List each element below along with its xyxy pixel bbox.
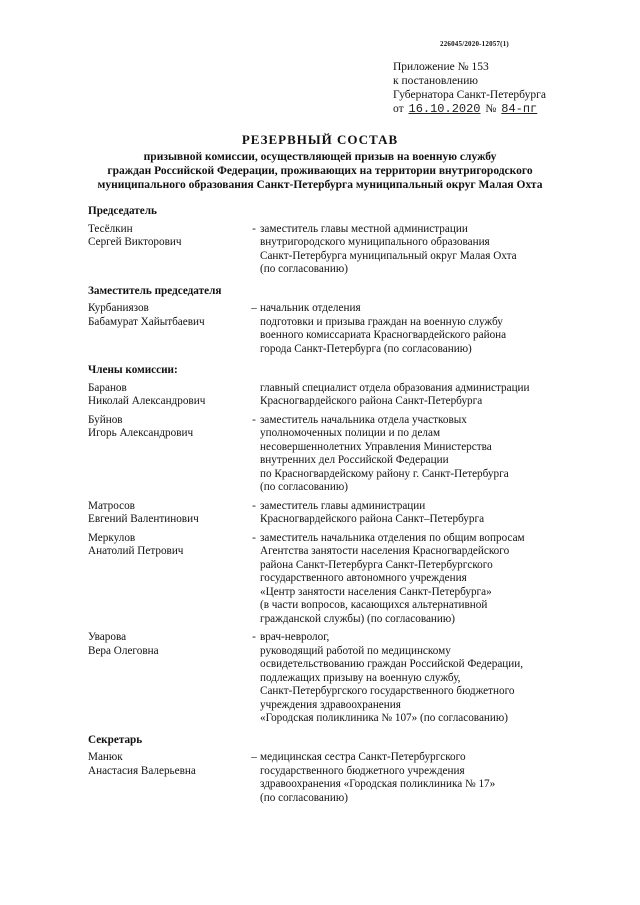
member-name	[88, 751, 248, 805]
member-role-line: гражданской службы) (по согласованию)	[260, 612, 455, 625]
member-name-line: Баранов	[88, 381, 127, 394]
member-role-line: заместитель главы местной администрации	[260, 222, 468, 235]
decree-number: 84-пг	[501, 102, 538, 116]
member-role-line: Агентства занятости населения Красногвардейского	[260, 545, 510, 557]
document-number: 226045/2020-12057(1)	[440, 40, 509, 48]
member-role-line: Красногвардейского района Санкт–Петербурга	[260, 513, 485, 525]
member-role-line: врач-невролог,	[260, 631, 330, 643]
member-name-line: Буйнов	[88, 413, 123, 426]
member-role-line: главный специалист отдела образования администрации	[260, 381, 530, 394]
member-name-line: Сергей Викторович	[88, 236, 182, 248]
member-name	[88, 414, 248, 495]
member-role-line: уполномоченных полиции и по делам	[260, 427, 441, 439]
member-role-line: внутренних дел Российской Федерации	[260, 454, 449, 466]
member-row	[88, 500, 588, 527]
member-name	[88, 532, 248, 627]
member-role-line: по Красногвардейскому району г. Санкт-Петербурга	[260, 467, 509, 480]
appendix-line: к постановлению	[393, 75, 478, 87]
member-role-line: заместитель главы администрации	[260, 499, 426, 512]
member-name-line: Николай Александрович	[88, 395, 206, 407]
member-role-line: (по согласованию)	[260, 481, 348, 493]
member-role-line: подготовки и призыва граждан на военную службу	[260, 315, 503, 328]
member-row	[88, 382, 588, 409]
number-label: №	[485, 103, 497, 115]
member-role	[260, 532, 588, 627]
member-row	[88, 751, 588, 805]
member-name-line: Матросов	[88, 499, 135, 512]
commission-members	[88, 205, 588, 805]
section-heading: Заместитель председателя	[88, 284, 222, 297]
member-dash	[248, 382, 260, 409]
member-role	[260, 751, 588, 805]
member-role-line: подлежащих призыву на военную службу,	[260, 671, 461, 684]
member-role-line: несовершеннолетних Управления Министерства	[260, 440, 492, 453]
member-role-line: Санкт-Петербургского государственного бюджетного	[260, 685, 515, 697]
member-name	[88, 223, 248, 277]
document-title: РЕЗЕРВНЫЙ СОСТАВ	[241, 132, 399, 147]
member-name-line: Курбаниязов	[88, 302, 149, 314]
member-role	[260, 414, 588, 495]
member-role-line: Санкт-Петербурга муниципальный округ Малая Охта	[260, 249, 517, 262]
member-role-line: Красногвардейского района Санкт-Петербурга	[260, 395, 483, 407]
member-role-line: государственного автономного учреждения	[260, 572, 467, 584]
title-block	[40, 132, 600, 192]
section-heading: Члены комиссии:	[88, 364, 178, 376]
member-dash: -	[252, 531, 256, 544]
appendix-block	[393, 60, 546, 116]
member-role	[260, 302, 588, 356]
member-dash: –	[251, 302, 257, 314]
member-row	[88, 414, 588, 495]
member-role-line: начальник отделения	[260, 302, 361, 314]
member-name-line: Тесёлкин	[88, 222, 133, 235]
member-row	[88, 223, 588, 277]
member-role-line: медицинская сестра Санкт-Петербургского	[260, 751, 466, 763]
member-dash: -	[252, 222, 256, 235]
member-name-line: Бабамурат Хайытбаевич	[88, 315, 205, 328]
member-name-line: Анастасия Валерьевна	[88, 764, 196, 777]
member-role-line: «Городская поликлиника № 107» (по согласованию)	[260, 712, 508, 724]
member-role-line: (в части вопросов, касающихся альтернативной	[260, 599, 488, 611]
member-role-line: внутригородского муниципального образования	[260, 236, 490, 248]
section-heading: Секретарь	[88, 733, 143, 746]
section-heading: Председатель	[88, 205, 157, 217]
member-role-line: военного комиссариата Красногвардейского района	[260, 329, 507, 341]
member-name	[88, 631, 248, 726]
member-name-line: Меркулов	[88, 531, 136, 544]
member-name-line: Евгений Валентинович	[88, 513, 199, 525]
member-name	[88, 500, 248, 527]
appendix-line: Губернатора Санкт-Петербурга	[393, 89, 546, 101]
member-name	[88, 382, 248, 409]
member-role-line: района Санкт-Петербурга Санкт-Петербургского	[260, 558, 493, 571]
appendix-date-line	[393, 102, 546, 116]
member-dash: -	[252, 499, 256, 512]
member-role-line: учреждения здравоохранения	[260, 698, 401, 711]
member-name	[88, 302, 248, 356]
member-dash: -	[252, 631, 256, 643]
member-row	[88, 302, 588, 356]
member-role-line: освидетельствованию граждан Российской Федерации,	[260, 658, 524, 670]
member-role-line: руководящий работой по медицинскому	[260, 644, 451, 657]
member-dash: –	[251, 751, 257, 763]
member-role-line: (по согласованию)	[260, 263, 348, 275]
member-role	[260, 500, 588, 527]
member-role-line: заместитель начальника отделения по общим вопросам	[260, 531, 525, 544]
member-role-line: государственного бюджетного учреждения	[260, 764, 465, 777]
member-role-line: «Центр занятости населения Санкт-Петербурга»	[260, 585, 492, 598]
decree-date: 16.10.2020	[408, 102, 481, 116]
member-role	[260, 382, 588, 409]
title-subline: муниципального образования Санкт-Петербурга муниципальный округ Малая Охта	[97, 179, 543, 191]
member-name-line: Манюк	[88, 751, 123, 763]
member-role-line: здравоохранения «Городская поликлиника № 17»	[260, 778, 496, 790]
appendix-line: Приложение № 153	[393, 61, 489, 73]
member-row	[88, 532, 588, 627]
member-role-line: (по согласованию)	[260, 791, 348, 804]
title-subline: граждан Российской Федерации, проживающих на территории внутригородского	[107, 165, 533, 177]
member-row	[88, 631, 588, 726]
member-role-line: заместитель начальника отдела участковых	[260, 413, 467, 426]
member-role-line: города Санкт-Петербурга (по согласованию)	[260, 342, 472, 355]
member-name-line: Вера Олеговна	[88, 644, 159, 657]
member-name-line: Уварова	[88, 631, 127, 643]
member-role	[260, 223, 588, 277]
member-name-line: Игорь Александрович	[88, 427, 194, 439]
title-subline: призывной комиссии, осуществляющей призыв на военную службу	[143, 151, 497, 163]
from-label: от	[393, 103, 404, 115]
member-name-line: Анатолий Петрович	[88, 545, 184, 557]
member-dash: -	[252, 413, 256, 426]
member-role	[260, 631, 588, 726]
